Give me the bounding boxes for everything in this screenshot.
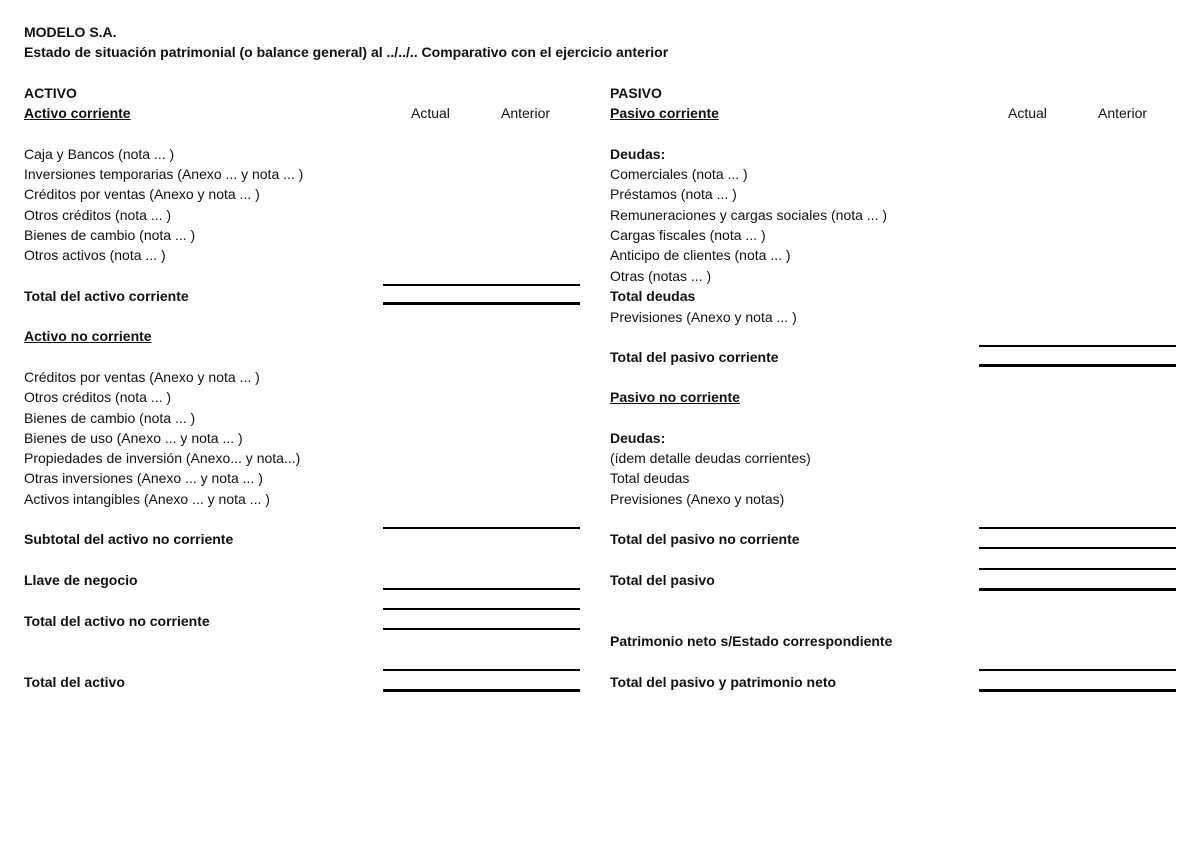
pasivo-corriente-item: Remuneraciones y cargas sociales (nota ... )	[610, 207, 888, 223]
pasivo-corriente-item: Préstamos (nota ... )	[610, 186, 737, 202]
pasivo-no-corriente-item: Total deudas	[610, 470, 690, 486]
total-rule	[383, 628, 580, 630]
pasivo-corriente-item: Anticipo de clientes (nota ... )	[610, 247, 791, 263]
total-rule	[383, 527, 580, 529]
activo-actual-header: Actual	[411, 105, 450, 121]
pasivo-no-corriente-item: Previsiones (Anexo y notas)	[610, 491, 785, 507]
total-rule	[979, 669, 1176, 671]
activo-no-corriente-title: Activo no corriente	[24, 328, 152, 344]
subtotal-activo-no-corriente-label: Subtotal del activo no corriente	[24, 531, 234, 547]
activo-corriente-item: Créditos por ventas (Anexo y nota ... )	[24, 186, 260, 202]
total-pasivo-pn-label: Total del pasivo y patrimonio neto	[610, 674, 837, 690]
activo-corriente-item: Caja y Bancos (nota ... )	[24, 146, 175, 162]
activo-corriente-item: Bienes de cambio (nota ... )	[24, 227, 196, 243]
pasivo-corriente-title: Pasivo corriente	[610, 105, 719, 121]
pasivo-deudas-label: Deudas:	[610, 146, 666, 162]
activo-no-corriente-item: Otras inversiones (Anexo ... y nota ... )	[24, 470, 263, 486]
report-subtitle: Estado de situación patrimonial (o balance general) al ../../.. Comparativo con el ejercicio anterior	[24, 44, 669, 60]
total-rule	[979, 568, 1176, 570]
pasivo-corriente-item: Comerciales (nota ... )	[610, 166, 748, 182]
total-activo-label: Total del activo	[24, 674, 125, 690]
total-rule	[979, 547, 1176, 549]
total-pasivo-label: Total del pasivo	[610, 572, 715, 588]
pasivo-no-corriente-item: (ídem detalle deudas corrientes)	[610, 450, 811, 466]
activo-corriente-item: Otros activos (nota ... )	[24, 247, 166, 263]
total-rule	[979, 689, 1176, 692]
activo-no-corriente-item: Bienes de uso (Anexo ... y nota ... )	[24, 430, 243, 446]
pasivo-no-corriente-deudas-label: Deudas:	[610, 430, 666, 446]
patrimonio-neto-label: Patrimonio neto s/Estado correspondiente	[610, 633, 893, 649]
activo-corriente-item: Inversiones temporarias (Anexo ... y nota ... )	[24, 166, 304, 182]
pasivo-title: PASIVO	[610, 85, 662, 101]
total-rule	[383, 302, 580, 305]
activo-no-corriente-item: Créditos por ventas (Anexo y nota ... )	[24, 369, 260, 385]
pasivo-actual-header: Actual	[1008, 105, 1047, 121]
activo-no-corriente-item: Propiedades de inversión (Anexo... y nota...)	[24, 450, 301, 466]
total-rule	[979, 345, 1176, 347]
total-rule	[979, 527, 1176, 529]
activo-anterior-header: Anterior	[501, 105, 551, 121]
pasivo-corriente-item: Cargas fiscales (nota ... )	[610, 227, 766, 243]
total-activo-no-corriente-label: Total del activo no corriente	[24, 613, 210, 629]
total-deudas-label: Total deudas	[610, 288, 696, 304]
activo-no-corriente-item: Otros créditos (nota ... )	[24, 389, 172, 405]
total-rule	[979, 364, 1176, 367]
total-rule	[383, 284, 580, 286]
total-pasivo-corriente-label: Total del pasivo corriente	[610, 349, 779, 365]
activo-corriente-item: Otros créditos (nota ... )	[24, 207, 172, 223]
activo-no-corriente-item: Activos intangibles (Anexo ... y nota ... )	[24, 491, 270, 507]
llave-negocio-label: Llave de negocio	[24, 572, 138, 588]
total-activo-corriente-label: Total del activo corriente	[24, 288, 189, 304]
total-rule	[383, 689, 580, 692]
total-rule	[383, 588, 580, 590]
pasivo-anterior-header: Anterior	[1098, 105, 1148, 121]
total-rule	[383, 669, 580, 671]
activo-title: ACTIVO	[24, 85, 77, 101]
activo-no-corriente-item: Bienes de cambio (nota ... )	[24, 410, 196, 426]
total-rule	[979, 588, 1176, 591]
company-name: MODELO S.A.	[24, 24, 117, 40]
pasivo-corriente-item: Otras (notas ... )	[610, 268, 712, 284]
total-rule	[383, 608, 580, 610]
previsiones-corriente-label: Previsiones (Anexo y nota ... )	[610, 309, 797, 325]
pasivo-no-corriente-title: Pasivo no corriente	[610, 389, 740, 405]
total-pasivo-no-corriente-label: Total del pasivo no corriente	[610, 531, 800, 547]
activo-corriente-title: Activo corriente	[24, 105, 131, 121]
